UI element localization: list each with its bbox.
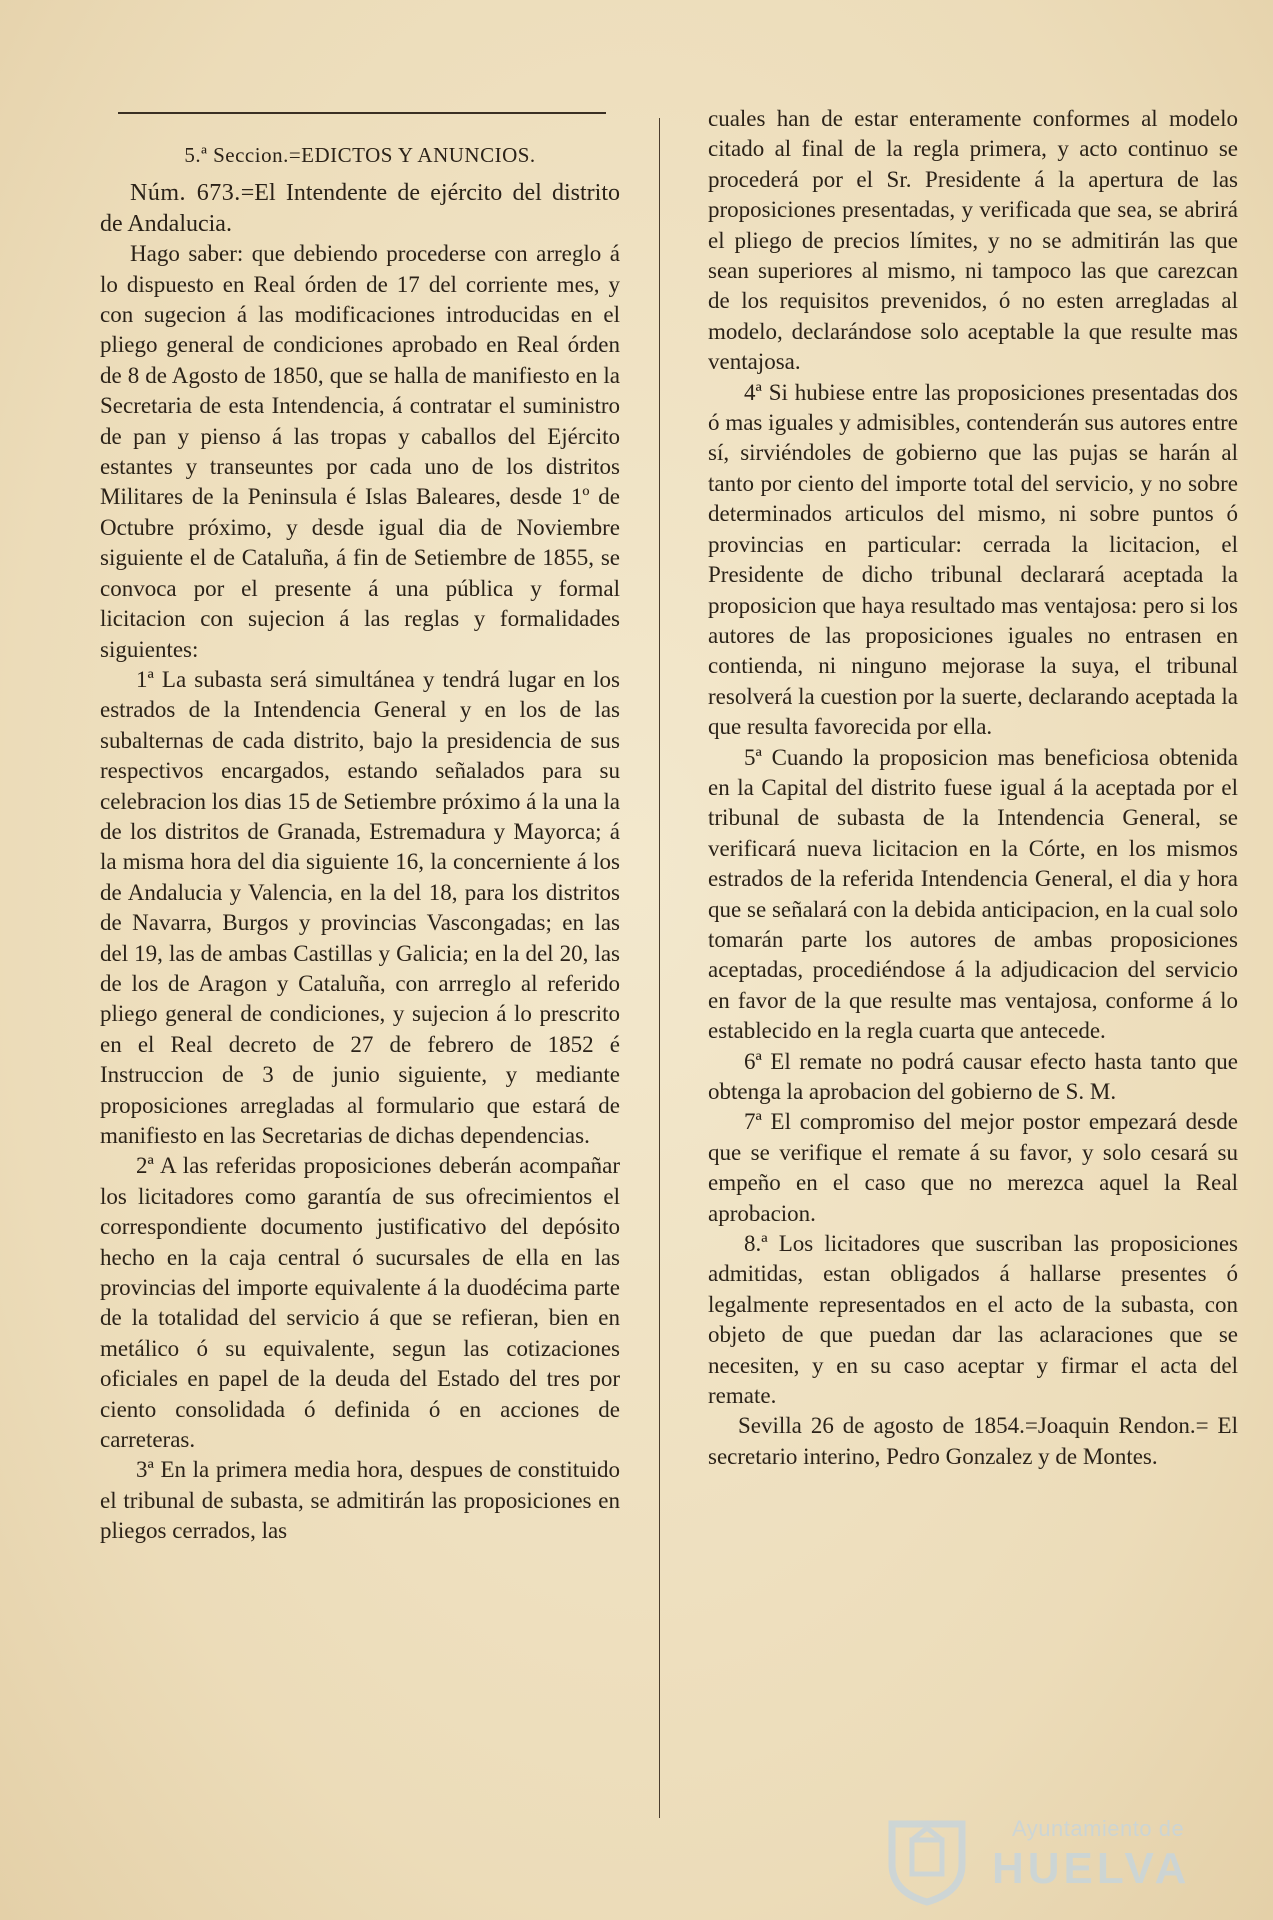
rule-4-paragraph: 4ª Si hubiese entre las proposiciones presentadas dos ó mas iguales y admisibles, contenderán sus autores entre sí, sirviéndoles de gobierno que las pujas se harán al tanto por ciento del importe total del servicio, y no sobre determinados articulos del mismo, ni sobre puntos ó provincias en particular: cerrada la licitacion, el Presidente de dicho tribunal declarará aceptada la proposicion que haya resultado mas ventajosa: pero si los autores de las proposiciones iguales no entrasen en contienda, ni ninguno mejorase la suya, el tribunal resolverá la cuestion por la suerte, declarando aceptada la que resulta favorecida por ella. [708, 379, 1238, 740]
rule-3-continuation: cuales han de estar enteramente conformes al modelo citado al final de la regla primera, y acto continuo se procederá por el Sr. Presidente á la apertura de las proposiciones presentadas, y verificada que sea, se abrirá el pliego de precios límites, y no se admitirán las que sean superiores al mismo, ni tampoco las que carezcan de los requisitos prevenidos, ó no esten arregladas al modelo, declarándose solo aceptable la que resulte mas ventajosa. [708, 106, 1238, 375]
crest-icon [872, 1806, 982, 1906]
rule-5-paragraph: 5ª Cuando la proposicion mas beneficiosa obtenida en la Capital del distrito fuese igual á la aceptada por el tribunal de subasta de la Intendencia General, se verificará nueva licitacion en la Córte, en los mismos estrados de la referida Intendencia General, el dia y hora que se señalará con la debida anticipacion, en la cual solo tomarán parte los autores de ambas proposiciones aceptadas, procediéndose á la adjudicacion del servicio en favor de la que resulte mas ventajosa, conforme á lo establecido en la regla cuarta que antecede. [708, 744, 1238, 1044]
rule-7-paragraph: 7ª El compromiso del mejor postor empezará desde que se verifique el remate á su favor, y solo cesará su empeño en el caso que no merezca aquel la Real aprobacion. [708, 1109, 1238, 1226]
rule-1-paragraph: 1ª La subasta será simultánea y tendrá lugar en los estrados de la Intendencia General y en los de las subalternas de cada distrito, bajo la presidencia de sus respectivos encargados, estando señalados para su celebracion los dias 15 de Setiembre próximo á la una la de los distritos de Granada, Estremadura y Mayorca; á la misma hora del dia siguiente 16, la concerniente á los de Andalucia y Valencia, en la del 18, para los distritos de Navarra, Burgos y provincias Vascongadas; en las del 19, las de ambas Castillas y Galicia; en la del 20, las de los de Aragon y Cataluña, con arrreglo al referido pliego general de condiciones, y sujecion á lo prescrito en el Real decreto de 27 de febrero de 1852 é Instruccion de 3 de junio siguiente, y mediante proposiciones arregladas al formulario que estará de manifiesto en las Secretarias de dichas dependencias. [100, 666, 620, 1148]
watermark [872, 1806, 1202, 1906]
notice-title: =El Intendente de ejército del distrito de Andalucia. [100, 180, 621, 237]
rule-3-paragraph: 3ª En la primera media hora, despues de constituido el tribunal de subasta, se admitirán las proposiciones en pliegos cerrados, las [100, 1457, 620, 1544]
notice-number: Núm. 673. [130, 180, 241, 207]
rule-8-paragraph: 8.ª Los licitadores que suscriban las proposiciones admitidas, estan obligados á hallarse presentes ó legalmente representados en el acto de la subasta, con objeto de que puedan dar las aclaraciones que se necesiten, y en su caso aceptar y firmar el acta del remate. [708, 1231, 1238, 1409]
notice-heading [100, 178, 620, 239]
rule-6-paragraph: 6ª El remate no podrá causar efecto hasta tanto que obtenga la aprobacion del gobierno de S. M. [708, 1048, 1238, 1104]
column-divider [659, 118, 660, 1818]
watermark-line2: HUELVA [992, 1844, 1191, 1893]
signature-line: Sevilla 26 de agosto de 1854.=Joaquin Rendon.= El secretario interino, Pedro Gonzalez y de Montes. [708, 1413, 1238, 1469]
intro-paragraph: Hago saber: que debiendo procederse con arreglo á lo dispuesto en Real órden de 17 del corriente mes, y con sugecion á las modificaciones introducidas en el pliego general de condiciones aprobado en Real órden de 8 de Agosto de 1850, que se halla de manifiesto en la Secretaria de esta Intendencia, á contratar el suministro de pan y pienso á las tropas y caballos del Ejército estantes y transeuntes por cada uno de los distritos Militares de la Peninsula é Islas Baleares, desde 1º de Octubre próximo, y desde igual dia de Noviembre siguiente el de Cataluña, á fin de Setiembre de 1855, se convoca por el presente á una pública y formal licitacion con sujecion á las reglas y formalidades siguientes: [100, 241, 620, 662]
section-heading: 5.ª Seccion.=EDICTOS Y ANUNCIOS. [184, 143, 536, 167]
watermark-line1: Ayuntamiento de [1012, 1816, 1185, 1841]
left-column [100, 140, 620, 1547]
top-rule [118, 112, 606, 114]
right-column [708, 104, 1238, 1472]
rule-2-paragraph: 2ª A las referidas proposiciones deberán acompañar los licitadores como garantía de sus ofrecimientos el correspondiente documento justificativo del depósito hecho en la caja central ó sucursales de ella en las provincias del importe equivalente á la duodécima parte de la totalidad del servicio á que se refieran, bien en metálico ó su equivalente, segun las cotizaciones oficiales en papel de la deuda del Estado del tres por ciento consolidada ó definida ó en acciones de carreteras. [100, 1153, 620, 1453]
